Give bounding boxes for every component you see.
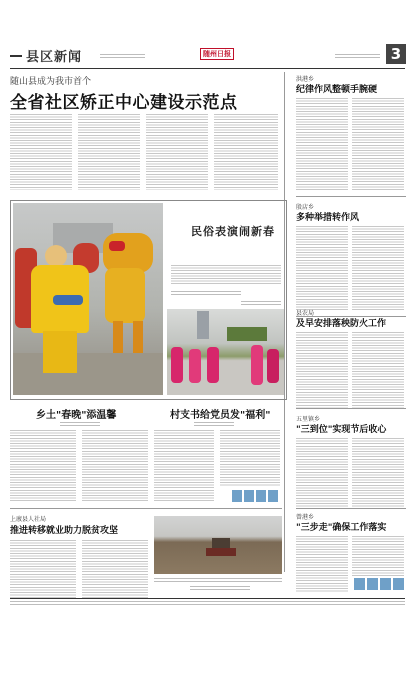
right-item-headline: 纪律作风整顿手腕硬 xyxy=(296,85,378,95)
bottom-left-headline: 推进转移就业助力脱贫攻坚 xyxy=(10,526,119,536)
right-item xyxy=(296,414,406,510)
right-item-headline: 多种举措转作风 xyxy=(296,213,360,223)
right-item-kicker: 县农局 xyxy=(296,310,315,317)
lead-kicker: 随山县成为我市首个 xyxy=(10,77,92,87)
bottom-left-kicker: 上廒县人社局 xyxy=(10,516,47,523)
lead-story xyxy=(10,74,280,192)
masthead-bar xyxy=(10,46,405,66)
stamp-badge xyxy=(354,578,404,590)
stamp-badge xyxy=(232,490,278,502)
right-item xyxy=(296,202,406,312)
mid-left-headline: 乡土"春晚"添温馨 xyxy=(36,410,117,421)
mid-center-story xyxy=(154,406,282,502)
right-item-kicker: 殷店乡 xyxy=(296,204,315,211)
right-item-kicker: 洪港乡 xyxy=(296,76,315,83)
page-number: 3 xyxy=(390,45,402,63)
right-item-headline: "三到位"实现节后收心 xyxy=(296,425,387,435)
mid-left-story xyxy=(10,406,150,502)
page-number-box xyxy=(386,44,406,64)
feature-block xyxy=(10,200,287,400)
bottom-photo xyxy=(154,516,282,574)
right-item xyxy=(296,74,406,192)
right-item-kicker: 五里镇乡 xyxy=(296,416,321,423)
right-item xyxy=(296,308,406,412)
right-item-headline: "三步走"确保工作落实 xyxy=(296,523,387,533)
header-rule xyxy=(10,68,405,69)
footer-text xyxy=(10,601,405,607)
header-logo: 随州日报 xyxy=(200,48,234,60)
feature-title: 民俗表演闹新春 xyxy=(191,225,275,238)
feature-photo-small xyxy=(167,309,284,395)
right-column xyxy=(296,74,406,594)
mid-center-headline: 村支书给党员发"福利" xyxy=(170,410,271,421)
bottom-left-story xyxy=(10,514,150,588)
feature-photo-main xyxy=(13,203,163,395)
right-item-kicker: 曾港乡 xyxy=(296,514,315,521)
right-item xyxy=(296,512,406,596)
right-item-headline: 及早安排落秧防火工作 xyxy=(296,319,387,329)
section-title: 县区新闻 xyxy=(26,50,83,65)
lead-headline: 全省社区矫正中心建设示范点 xyxy=(10,93,238,113)
